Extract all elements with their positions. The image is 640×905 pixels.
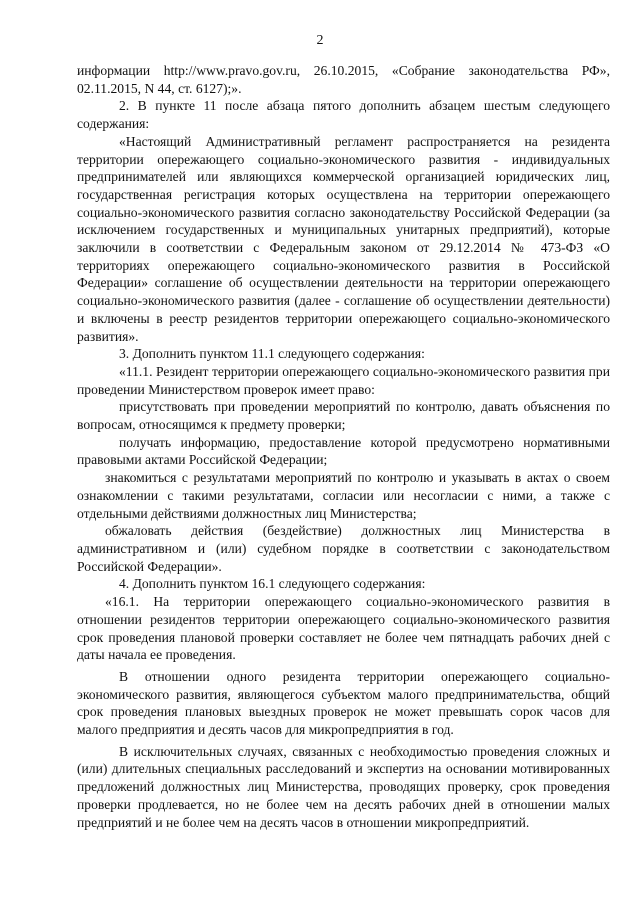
- paragraph-right-receive-info: получать информацию, предоставление которой предусмотрено нормативными правовыми актами Российской Федерации;: [77, 434, 610, 468]
- paragraph-small-business-limit: В отношении одного резидента территории опережающего социально-экономического развития, являющегося субъектом малого предпринимательства, общий срок проведения плановых выездных проверок не может превышать сорок часов для малого предприятия и десять часов для микропредприятия в год.: [77, 668, 610, 738]
- paragraph-item-3: 3. Дополнить пунктом 11.1 следующего содержания:: [119, 346, 425, 362]
- paragraph-right-review-results: знакомиться с результатами мероприятий по контролю и указывать в актах о своем ознакомлении с такими результатами, согласии или несогласии с ними, а также с отдельными действиями должностных лиц Министерства;: [77, 470, 610, 521]
- paragraph-clause-11-1: «11.1. Резидент территории опережающего социально-экономического развития при проведении Министерством проверок имеет право:: [77, 363, 610, 397]
- paragraph-item-4: 4. Дополнить пунктом 16.1 следующего содержания:: [119, 576, 426, 592]
- paragraph-extension-cases: В исключительных случаях, связанных с необходимостью проведения сложных и (или) длительных специальных расследований и экспертиз на основании мотивированных предложений должностных лиц Министерства, проводящих проверку, срок проведения проверки продлевается, но не более чем на десять рабочих дней в отношении малых предприятий и не более чем на десять часов в отношении микропредприятий.: [77, 743, 610, 830]
- paragraph-right-attend: присутствовать при проведении мероприятий по контролю, давать объяснения по вопросам, относящимся к предмету проверки;: [77, 399, 610, 433]
- document-body: [77, 62, 610, 831]
- paragraph-clause-16-1: «16.1. На территории опережающего социально-экономического развития в отношении резидентов территории опережающего социально-экономического развития срок проведения плановой проверки составляет не более чем пятнадцать рабочих дней с даты начала ее проведения.: [77, 594, 610, 663]
- paragraph-source-continuation: информации http://www.pravo.gov.ru, 26.10.2015, «Собрание законодательства РФ», 02.11.2015, N 44, ст. 6127);».: [77, 63, 610, 96]
- page-number: 2: [316, 33, 324, 48]
- paragraph-right-appeal: обжаловать действия (бездействие) должностных лиц Министерства в административном и (или) судебном порядке в соответствии с законодательством Российской Федерации».: [77, 523, 610, 574]
- paragraph-item-2: 2. В пункте 11 после абзаца пятого дополнить абзацем шестым следующего содержания:: [77, 98, 610, 132]
- paragraph-quote-regulation-scope: «Настоящий Административный регламент распространяется на резидента территории опережающего социально-экономического развития - индивидуальных предпринимателей или являющихся коммерческой организацией юридических лиц, государственная регистрация которых осуществлена на территории опережающего социально-экономического развития согласно законодательству Российской Федерации (за исключением государственных и муниципальных унитарных предприятий), которые заключили в соответствии с Федеральным законом от 29.12.2014 № 473-ФЗ «О территориях опережающего социально-экономического развития в Российской Федерации» соглашение об осуществлении деятельности на территории опережающего социально-экономического развития (далее - соглашение об осуществлении деятельности) и включены в реестр резидентов территории опережающего социально-экономического развития».: [77, 133, 610, 344]
